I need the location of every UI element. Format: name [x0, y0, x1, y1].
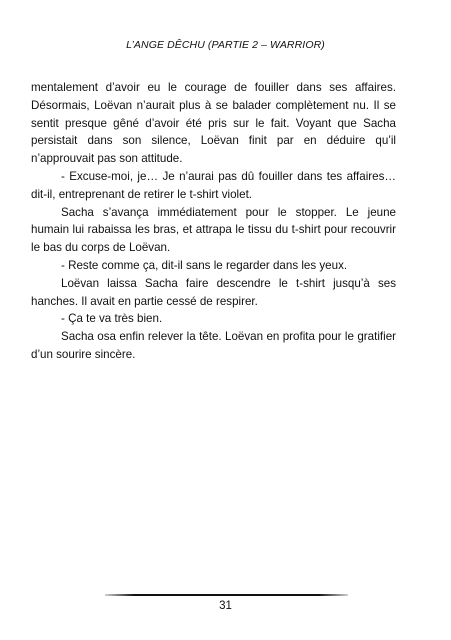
paragraph-6: - Ça te va très bien.: [61, 312, 163, 326]
paragraph-7: Sacha osa enfin relever la tête. Loëvan en profita pour le gratifier d’un sourire sincère.: [31, 330, 396, 361]
running-header: L’ANGE DÊCHU (PARTIE 2 – WARRIOR): [126, 39, 325, 51]
footer-rule-line: [105, 594, 348, 596]
paragraph-1: mentalement d’avoir eu le courage de fouiller dans ses affaires. Désormais, Loëvan n’aurait plus à se balader complètement nu. Il se sentit presque gêné d’avoir été pris sur le fait. Voyant que Sacha persistait dans son silence, Loëvan finit par en déduire qu’il n’approuvait pas son attitude.: [31, 81, 396, 166]
footer-rule: [105, 594, 348, 596]
paragraph-2: - Excuse-moi, je… Je n’aurai pas dû fouiller dans tes affaires… dit-il, entreprenant de retirer le t-shirt violet.: [31, 169, 396, 201]
page-number: 31: [219, 600, 232, 612]
paragraph-3: Sacha s’avança immédiatement pour le stopper. Le jeune humain lui rabaissa les bras, et attrapa le tissu du t-shirt pour recouvrir le bas du corps de Loëvan.: [31, 205, 396, 255]
paragraph-5: Loëvan laissa Sacha faire descendre le t-shirt jusqu’à ses hanches. Il avait en partie cessé de respirer.: [31, 276, 396, 308]
body-text: [31, 79, 396, 364]
paragraph-4: - Reste comme ça, dit-il sans le regarder dans les yeux.: [61, 258, 348, 272]
